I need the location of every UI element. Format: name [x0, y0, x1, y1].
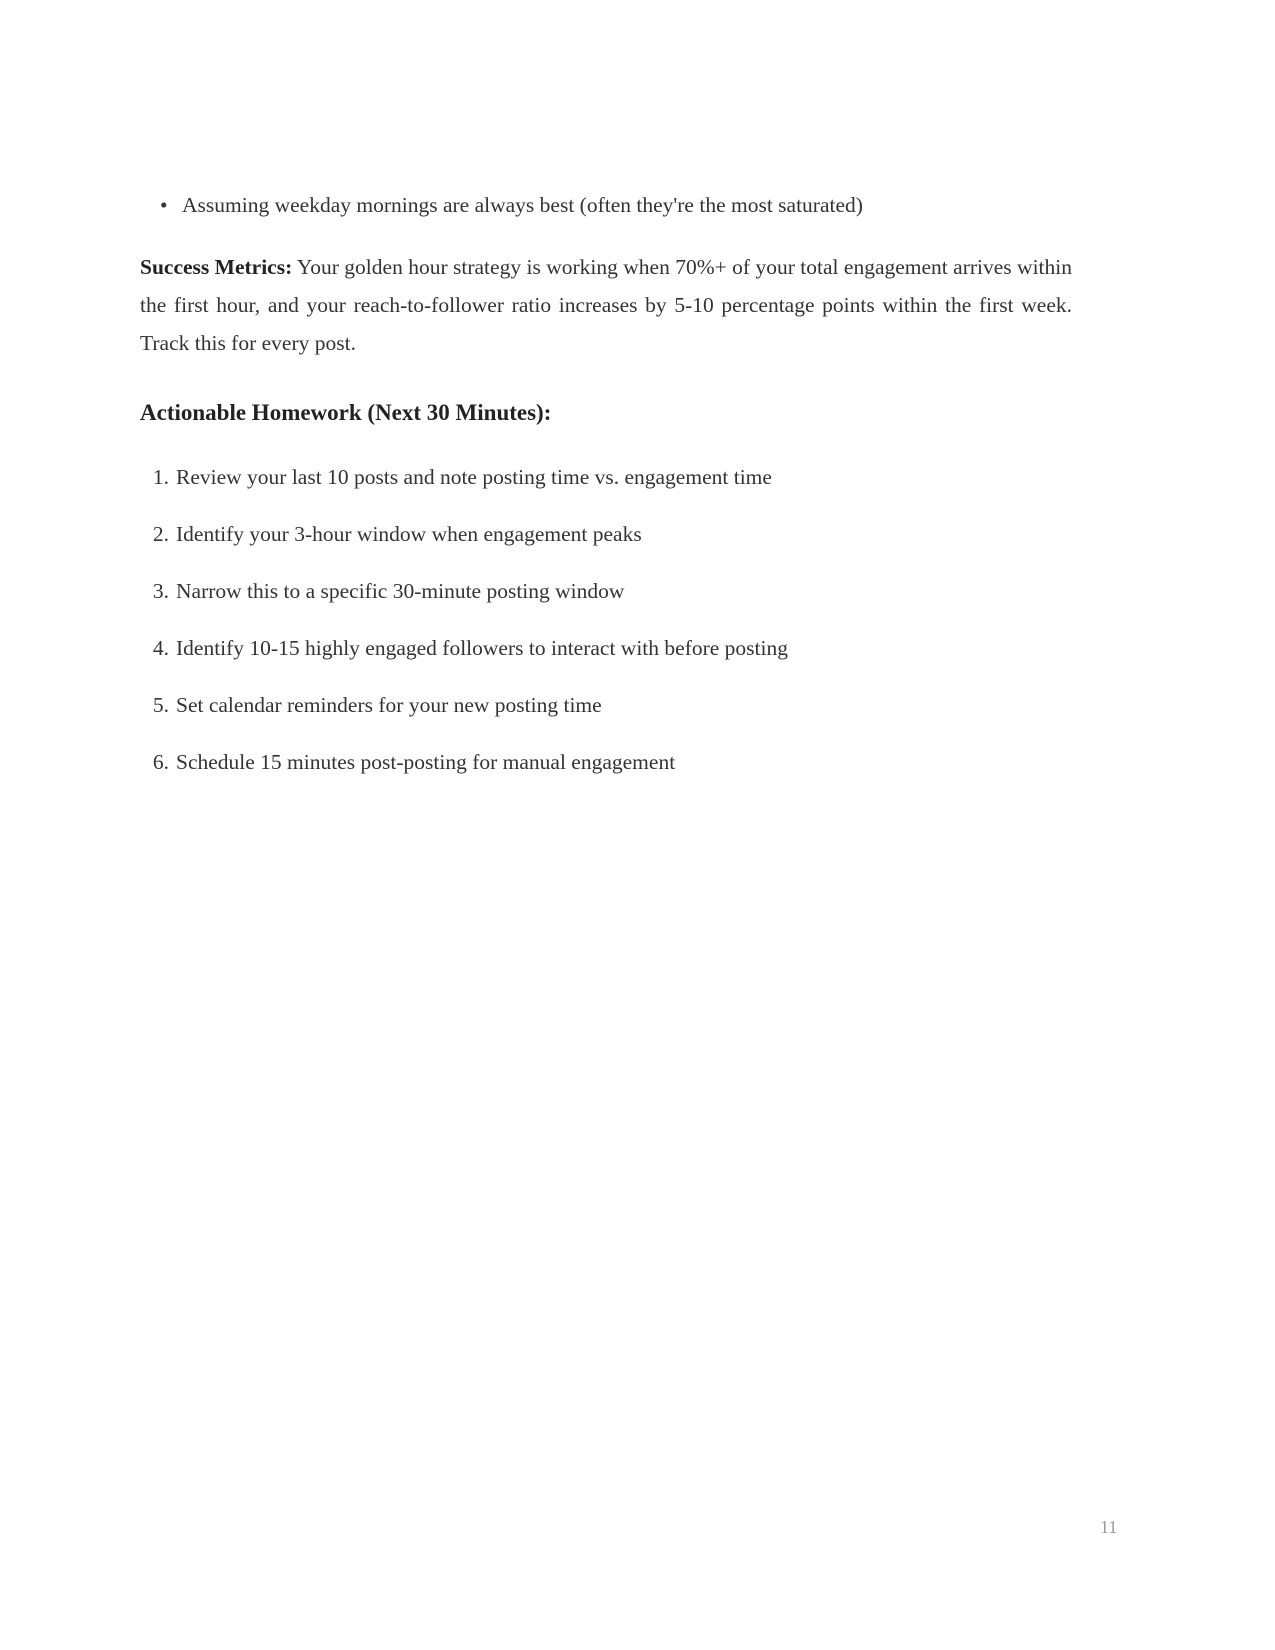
list-item: [140, 458, 1072, 496]
list-item-number: 5.: [152, 693, 169, 717]
success-metrics-paragraph: [140, 248, 1072, 362]
bullet-icon: •: [160, 193, 168, 217]
bullet-item-text: Assuming weekday mornings are always best (often they're the most saturated): [182, 193, 863, 217]
page-number: 11: [1100, 1517, 1118, 1537]
list-item-number: 2.: [152, 522, 169, 546]
list-item-number: 4.: [152, 636, 169, 660]
list-item: [140, 515, 1072, 553]
success-metrics-text: Your golden hour strategy is working when 70%+ of your total engagement arrives within the first hour, and your reach-to-follower ratio increases by 5-10 percentage points within the first week. Track this for every post.: [140, 255, 1073, 355]
list-item-number: 6.: [152, 750, 169, 774]
list-item: [140, 743, 1072, 781]
list-item-text: Schedule 15 minutes post-posting for manual engagement: [176, 750, 676, 774]
list-item-text: Identify 10-15 highly engaged followers to interact with before posting: [176, 636, 788, 660]
list-item-text: Narrow this to a specific 30-minute posting window: [176, 579, 625, 603]
list-item-number: 3.: [152, 579, 169, 603]
list-item-text: Set calendar reminders for your new posting time: [176, 693, 602, 717]
list-item: [140, 686, 1072, 724]
homework-list: [140, 458, 1072, 781]
list-item-text: Identify your 3-hour window when engagement peaks: [176, 522, 642, 546]
list-item-number: 1.: [152, 465, 169, 489]
bullet-list-item: [140, 186, 1072, 224]
list-item: [140, 629, 1072, 667]
list-item: [140, 572, 1072, 610]
success-metrics-label: Success Metrics:: [140, 255, 293, 279]
actionable-homework-heading: Actionable Homework (Next 30 Minutes):: [140, 400, 552, 425]
list-item-text: Review your last 10 posts and note posting time vs. engagement time: [176, 465, 772, 489]
page-content: [140, 186, 1072, 800]
